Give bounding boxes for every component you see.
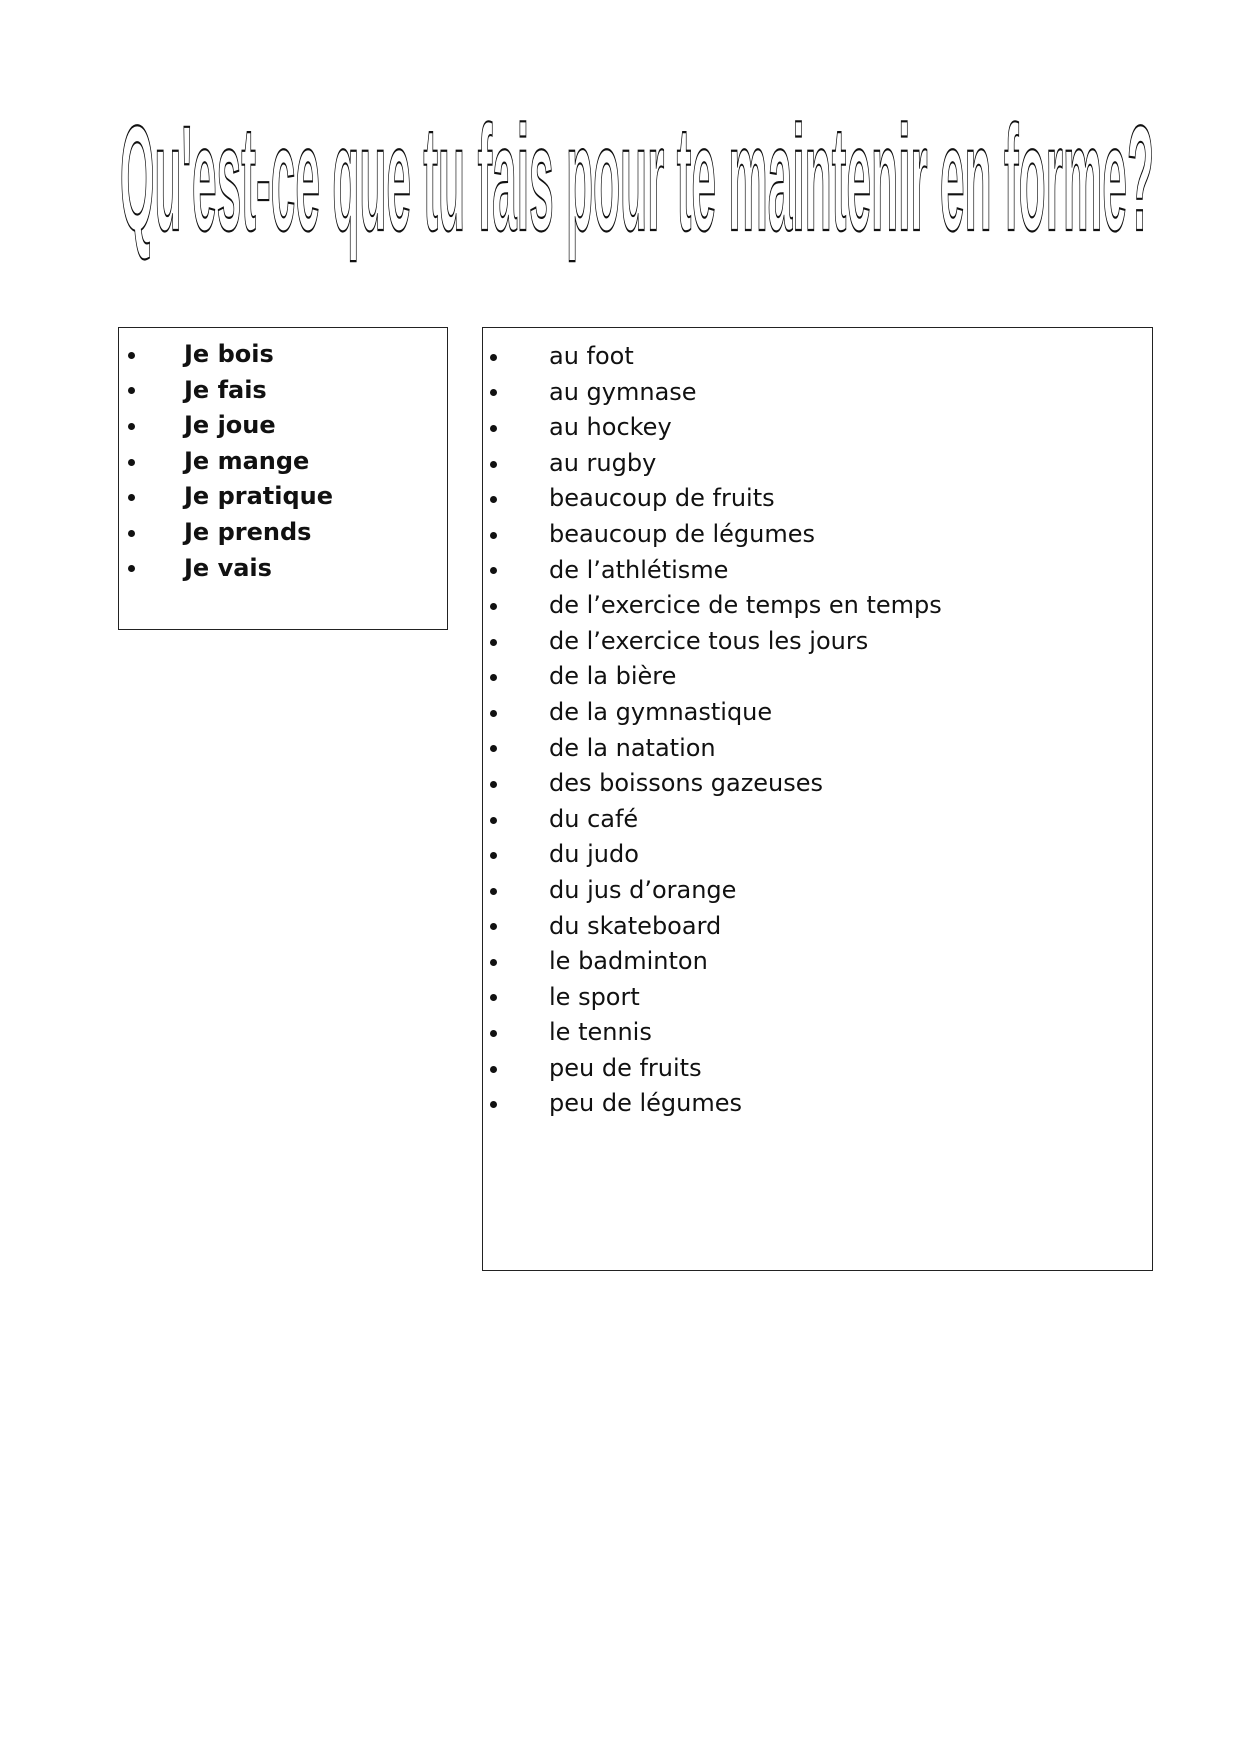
list-item <box>483 695 1152 731</box>
list-item <box>483 375 1152 411</box>
phrase-label: au hockey <box>549 413 672 442</box>
outlined-title-text <box>118 105 1158 265</box>
bullet-icon <box>490 674 497 681</box>
phrase-label: peu de légumes <box>549 1089 742 1118</box>
bullet-icon <box>128 565 135 572</box>
list-item <box>483 944 1152 980</box>
verb-label: Je vais <box>184 553 272 582</box>
phrase-label: de l’exercice tous les jours <box>549 626 869 655</box>
bullet-icon <box>490 923 497 930</box>
verb-label: Je bois <box>184 340 274 368</box>
phrase-label: au foot <box>549 342 634 370</box>
phrase-label: le tennis <box>549 1018 652 1047</box>
bullet-icon <box>490 1101 497 1108</box>
list-item <box>119 337 447 373</box>
list-item <box>483 731 1152 767</box>
list-item <box>119 373 447 409</box>
bullet-icon <box>490 496 497 503</box>
bullet-icon <box>128 387 135 394</box>
list-item <box>483 837 1152 873</box>
list-item <box>119 515 447 551</box>
verb-label: Je prends <box>184 517 312 546</box>
bullet-icon <box>490 461 497 468</box>
bullet-icon <box>128 530 135 537</box>
list-item <box>483 766 1152 802</box>
phrase-label: de l’exercice de temps en temps <box>549 591 942 620</box>
bullet-icon <box>128 459 135 466</box>
verbs-box <box>118 327 448 630</box>
list-item <box>483 802 1152 838</box>
verb-label: Je mange <box>184 446 310 475</box>
list-item <box>483 980 1152 1016</box>
bullet-icon <box>490 354 497 361</box>
phrase-label: peu de fruits <box>549 1053 702 1082</box>
phrases-box <box>482 327 1153 1271</box>
bullet-icon <box>490 994 497 1001</box>
phrase-label: beaucoup de légumes <box>549 519 816 548</box>
phrase-label: du skateboard <box>549 911 722 940</box>
bullet-icon <box>490 781 497 788</box>
bullet-icon <box>128 494 135 501</box>
phrase-label: du café <box>549 804 639 833</box>
list-item <box>483 517 1152 553</box>
list-item <box>483 624 1152 660</box>
bullet-icon <box>490 852 497 859</box>
list-item <box>119 479 447 515</box>
page-title <box>118 105 1158 265</box>
phrase-label: au rugby <box>549 448 657 477</box>
bullet-icon <box>490 567 497 574</box>
phrase-label: de l’athlétisme <box>549 555 729 584</box>
verb-label: Je joue <box>184 411 276 440</box>
verbs-list <box>119 337 447 586</box>
list-item <box>483 659 1152 695</box>
list-item <box>483 1015 1152 1051</box>
bullet-icon <box>490 888 497 895</box>
list-item <box>119 551 447 587</box>
phrase-label: le sport <box>549 982 640 1011</box>
verb-label: Je fais <box>184 375 267 404</box>
list-item <box>119 444 447 480</box>
bullet-icon <box>490 425 497 432</box>
bullet-icon <box>490 532 497 539</box>
list-item <box>483 410 1152 446</box>
bullet-icon <box>490 639 497 646</box>
bullet-icon <box>490 710 497 717</box>
bullet-icon <box>490 1030 497 1037</box>
phrase-label: au gymnase <box>549 377 697 406</box>
phrase-label: du judo <box>549 840 639 869</box>
list-item <box>483 481 1152 517</box>
bullet-icon <box>128 423 135 430</box>
phrase-label: des boissons gazeuses <box>549 769 824 798</box>
bullet-icon <box>490 745 497 752</box>
list-item <box>483 1086 1152 1122</box>
list-item <box>483 339 1152 375</box>
phrase-label: le badminton <box>549 947 708 976</box>
phrase-label: de la gymnastique <box>549 697 773 726</box>
phrase-label: beaucoup de fruits <box>549 484 775 513</box>
bullet-icon <box>490 1066 497 1073</box>
list-item <box>483 553 1152 589</box>
list-item <box>483 446 1152 482</box>
list-item <box>483 909 1152 945</box>
phrase-label: du jus d’orange <box>549 875 737 904</box>
bullet-icon <box>490 959 497 966</box>
phrase-label: de la natation <box>549 733 716 762</box>
page-title-text: Qu'est-ce que tu fais pour te maintenir en forme? <box>120 105 1154 262</box>
bullet-icon <box>490 603 497 610</box>
list-item <box>483 873 1152 909</box>
phrase-label: de la bière <box>549 662 677 691</box>
verb-label: Je pratique <box>184 482 334 511</box>
list-item <box>483 1051 1152 1087</box>
bullet-icon <box>128 352 135 359</box>
phrases-list <box>483 339 1152 1122</box>
list-item <box>483 588 1152 624</box>
list-item <box>119 408 447 444</box>
bullet-icon <box>490 817 497 824</box>
bullet-icon <box>490 389 497 396</box>
